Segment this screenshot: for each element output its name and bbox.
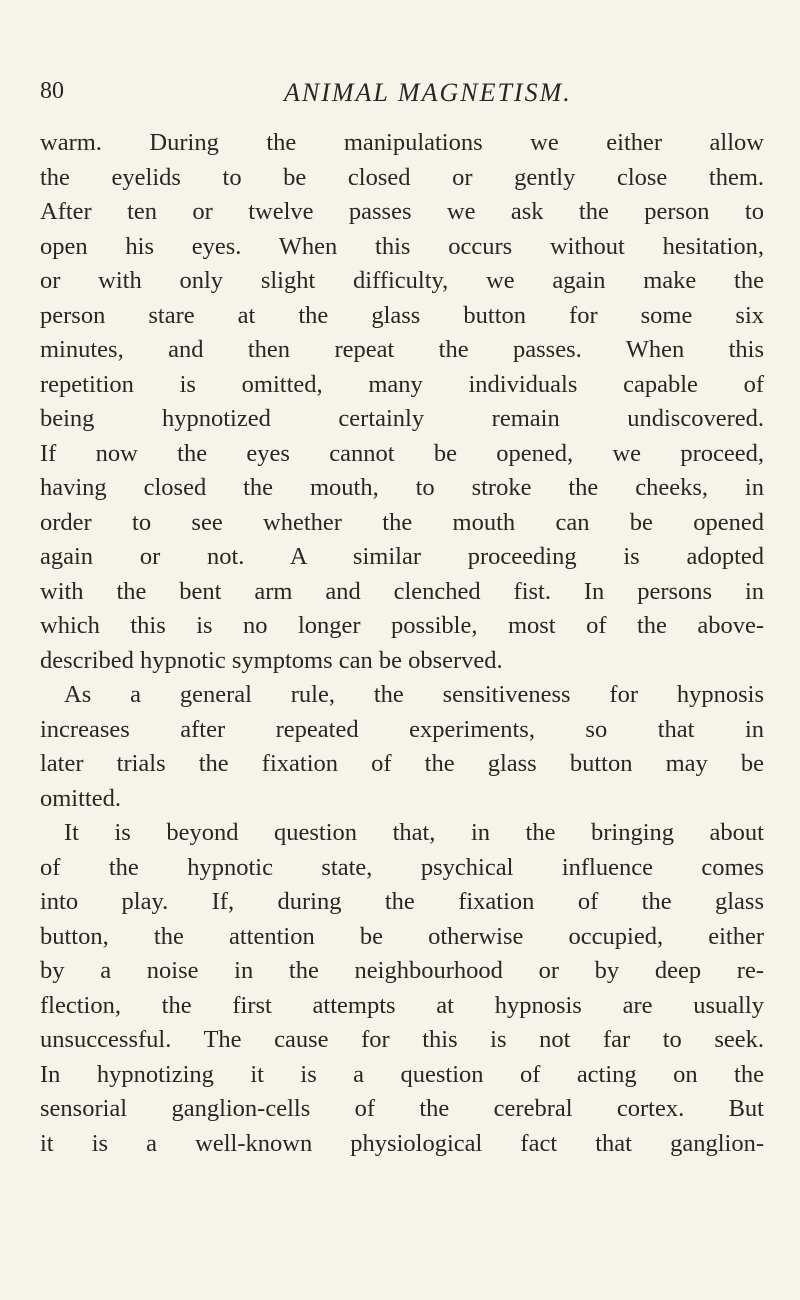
page-number: 80 [40, 78, 64, 104]
text-line: the eyelids to be closed or gently close them. [40, 163, 764, 191]
text-line: omitted. [40, 784, 121, 812]
text-line: If now the eyes cannot be opened, we proceed, [40, 439, 764, 467]
text-line: After ten or twelve passes we ask the person to [40, 198, 764, 225]
text-line: having closed the mouth, to stroke the cheeks, in [40, 474, 764, 501]
text-line: increases after repeated experiments, so that in [40, 715, 764, 743]
text-line: sensorial ganglion-cells of the cerebral cortex. But [40, 1095, 764, 1122]
text-line: It is beyond question that, in the bringing about [64, 819, 764, 846]
text-line: later trials the fixation of the glass button may be [40, 750, 764, 777]
text-line: repetition is omitted, many individuals capable of [40, 370, 764, 398]
running-title: ANIMAL MAGNETISM. [284, 78, 572, 107]
text-line: open his eyes. When this occurs without hesitation, [40, 232, 764, 260]
text-line: In hypnotizing it is a question of acting on the [40, 1060, 764, 1088]
text-line: button, the attention be otherwise occupied, either [40, 922, 764, 950]
text-line: with the bent arm and clenched fist. In persons in [40, 577, 764, 605]
text-line: described hypnotic symptoms can be observed. [40, 646, 503, 674]
text-line: being hypnotized certainly remain undiscovered. [40, 405, 764, 432]
text-line: flection, the first attempts at hypnosis are usually [40, 991, 764, 1019]
body-text [40, 126, 764, 1161]
text-line: or with only slight difficulty, we again make the [40, 267, 764, 294]
text-line: into play. If, during the fixation of the glass [40, 888, 764, 915]
text-line: which this is no longer possible, most of the above- [40, 612, 764, 639]
text-line: warm. During the manipulations we either allow [40, 129, 764, 156]
text-line: As a general rule, the sensitiveness for hypnosis [64, 681, 764, 708]
text-line: it is a well-known physiological fact that ganglion- [40, 1129, 764, 1157]
text-line: again or not. A similar proceeding is adopted [40, 543, 764, 570]
text-line: of the hypnotic state, psychical influence comes [40, 853, 764, 881]
text-line: unsuccessful. The cause for this is not far to seek. [40, 1026, 764, 1053]
text-line: minutes, and then repeat the passes. When this [40, 336, 764, 363]
text-line: by a noise in the neighbourhood or by deep re- [40, 957, 764, 984]
text-line: order to see whether the mouth can be opened [40, 508, 764, 536]
text-line: person stare at the glass button for some six [40, 301, 764, 329]
running-head [0, 78, 800, 118]
